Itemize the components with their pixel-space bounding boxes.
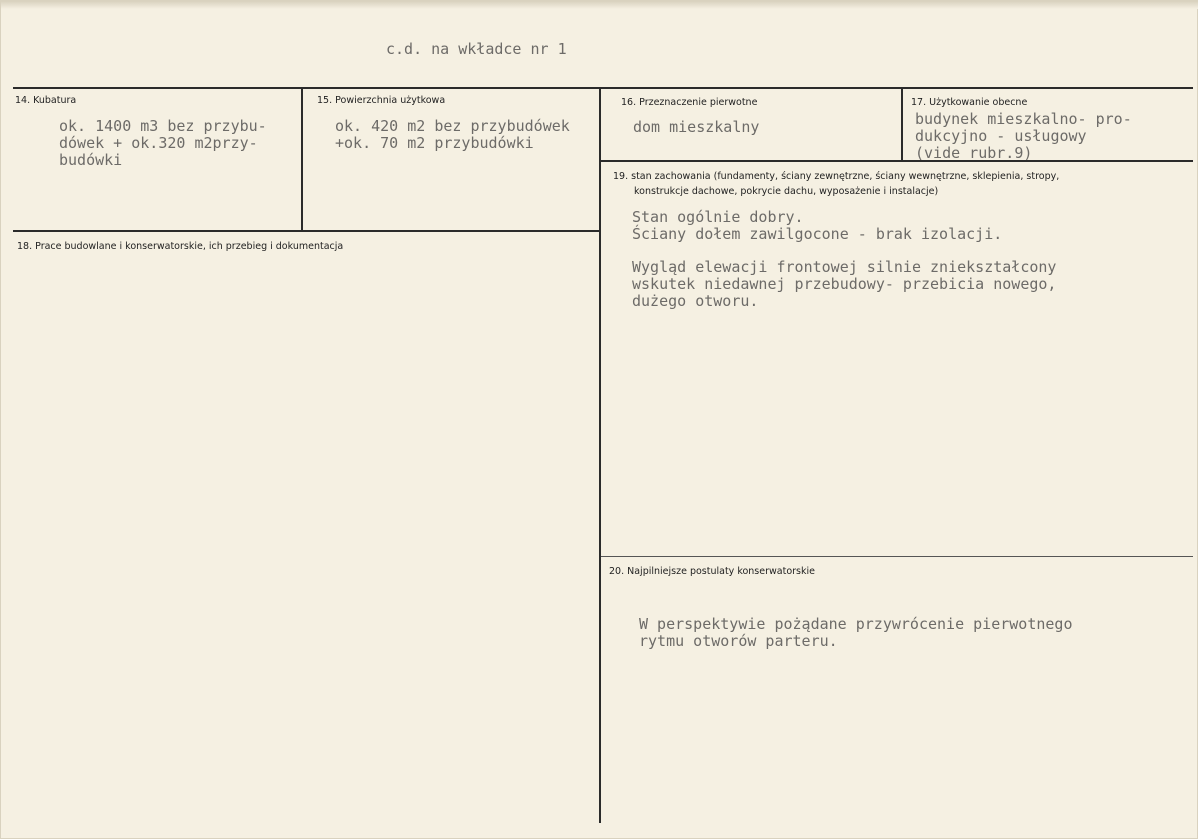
field-14-value: ok. 1400 m3 bez przybu- dówek + ok.320 m2przy- budówki [59,117,267,169]
rule-right-mid [601,556,1193,557]
field-19-label-line1: 19. stan zachowania (fundamenty, ściany zewnętrzne, ściany wewnętrzne, sklepienia, stropy, [613,171,1060,182]
field-19-label-line2: konstrukcje dachowe, pokrycie dachu, wyposażenie i instalacje) [634,186,939,197]
divider-16-17 [901,89,903,161]
field-15-label: 15. Powierzchnia użytkowa [317,95,446,106]
top-edge [1,1,1198,9]
field-20-value: W perspektywie pożądane przywrócenie pierwotnego rytmu otworów parteru. [639,615,1073,650]
field-20-label: 20. Najpilniejsze postulaty konserwatorskie [609,566,815,577]
field-19-value-2: Wygląd elewacji frontowej silnie zniekształcony wskutek niedawnej przebudowy- przebicia nowego, dużego otworu. [632,258,1057,310]
continuation-note: c.d. na wkładce nr 1 [386,40,567,58]
divider-15-16 [599,89,601,823]
field-14-label: 14. Kubatura [15,95,77,106]
header-rule [13,87,1193,89]
field-18-label: 18. Prace budowlane i konserwatorskie, ich przebieg i dokumentacja [17,241,344,252]
field-17-value: budynek mieszkalno- pro- dukcyjno - usługowy (vide rubr.9) [915,110,1132,162]
field-16-value: dom mieszkalny [633,118,760,136]
field-16-label: 16. Przeznaczenie pierwotne [621,97,758,108]
rule-left-mid [13,230,601,232]
field-15-value: ok. 420 m2 bez przybudówek +ok. 70 m2 przybudówki [335,117,570,152]
divider-14-15 [301,89,303,231]
field-17-label: 17. Użytkowanie obecne [911,97,1028,108]
field-19-value-1: Stan ogólnie dobry. Ściany dołem zawilgocone - brak izolacji. [632,208,1003,243]
